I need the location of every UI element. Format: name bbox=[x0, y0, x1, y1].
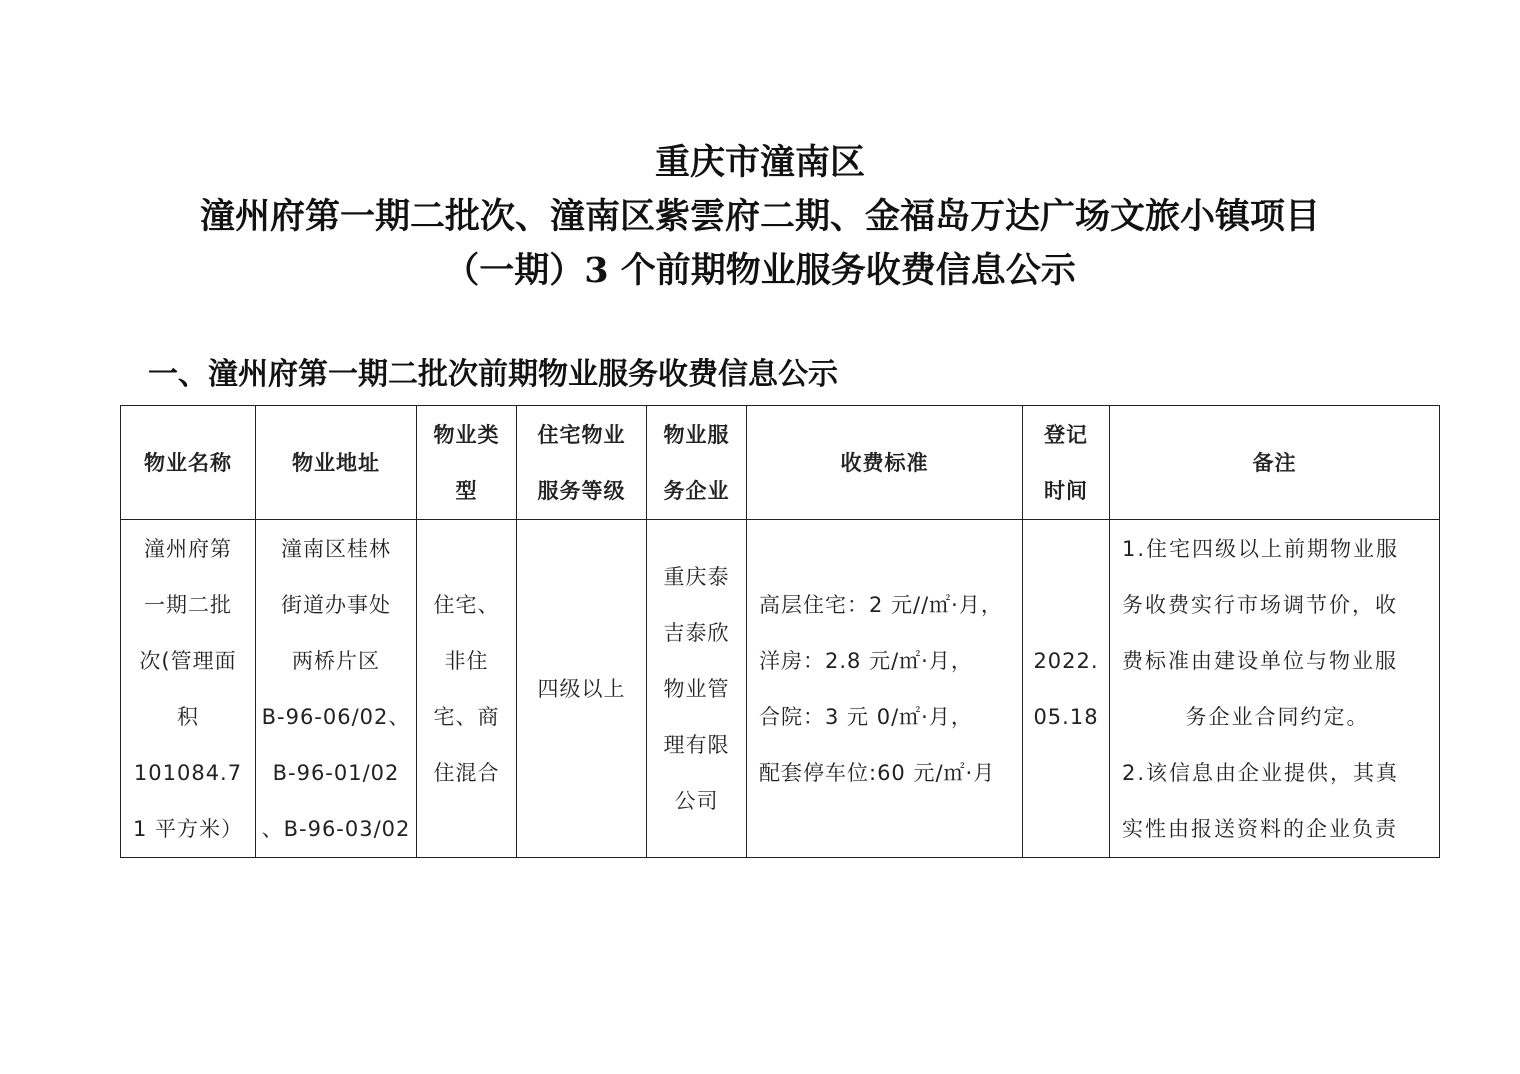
cell-remark: 1.住宅四级以上前期物业服 务收费实行市场调节价，收 费标准由建设单位与物业服 务企业合同约定。 2.该信息由企业提供，其真 实性由报送资料的企业负责 bbox=[1110, 520, 1440, 858]
header-address: 物业地址 bbox=[256, 406, 417, 520]
header-type: 物业类 型 bbox=[417, 406, 517, 520]
table-row bbox=[121, 520, 1440, 858]
header-grade: 住宅物业 服务等级 bbox=[517, 406, 647, 520]
cell-company: 重庆泰 吉泰欣 物业管 理有限 公司 bbox=[647, 520, 747, 858]
cell-date: 2022. 05.18 bbox=[1023, 520, 1110, 858]
section-heading: 一、潼州府第一期二批次前期物业服务收费信息公示 bbox=[148, 357, 838, 392]
cell-grade: 四级以上 bbox=[517, 520, 647, 858]
header-fee: 收费标准 bbox=[747, 406, 1023, 520]
title-line-1: 重庆市潼南区 bbox=[654, 142, 865, 183]
fee-info-table bbox=[120, 405, 1440, 858]
title-line-3: （一期）3 个前期物业服务收费信息公示 bbox=[444, 250, 1076, 291]
header-company: 物业服 务企业 bbox=[647, 406, 747, 520]
header-date: 登记 时间 bbox=[1023, 406, 1110, 520]
cell-address: 潼南区桂林 街道办事处 两桥片区 B-96-06/02、 B-96-01/02 、B-96-03/02 bbox=[256, 520, 417, 858]
table-header-row bbox=[121, 406, 1440, 520]
cell-type: 住宅、 非住 宅、商 住混合 bbox=[417, 520, 517, 858]
title-line-2: 潼州府第一期二批次、潼南区紫雲府二期、金福岛万达广场文旅小镇项目 bbox=[199, 196, 1320, 237]
cell-name: 潼州府第 一期二批 次(管理面 积 101084.7 1 平方米） bbox=[121, 520, 256, 858]
cell-fee: 高层住宅：2 元//㎡·月， 洋房：2.8 元/㎡·月， 合院：3 元 0/㎡·月， 配套停车位:60 元/㎡·月 bbox=[747, 520, 1023, 858]
document-title bbox=[0, 136, 1520, 298]
header-remark: 备注 bbox=[1110, 406, 1440, 520]
header-name: 物业名称 bbox=[121, 406, 256, 520]
